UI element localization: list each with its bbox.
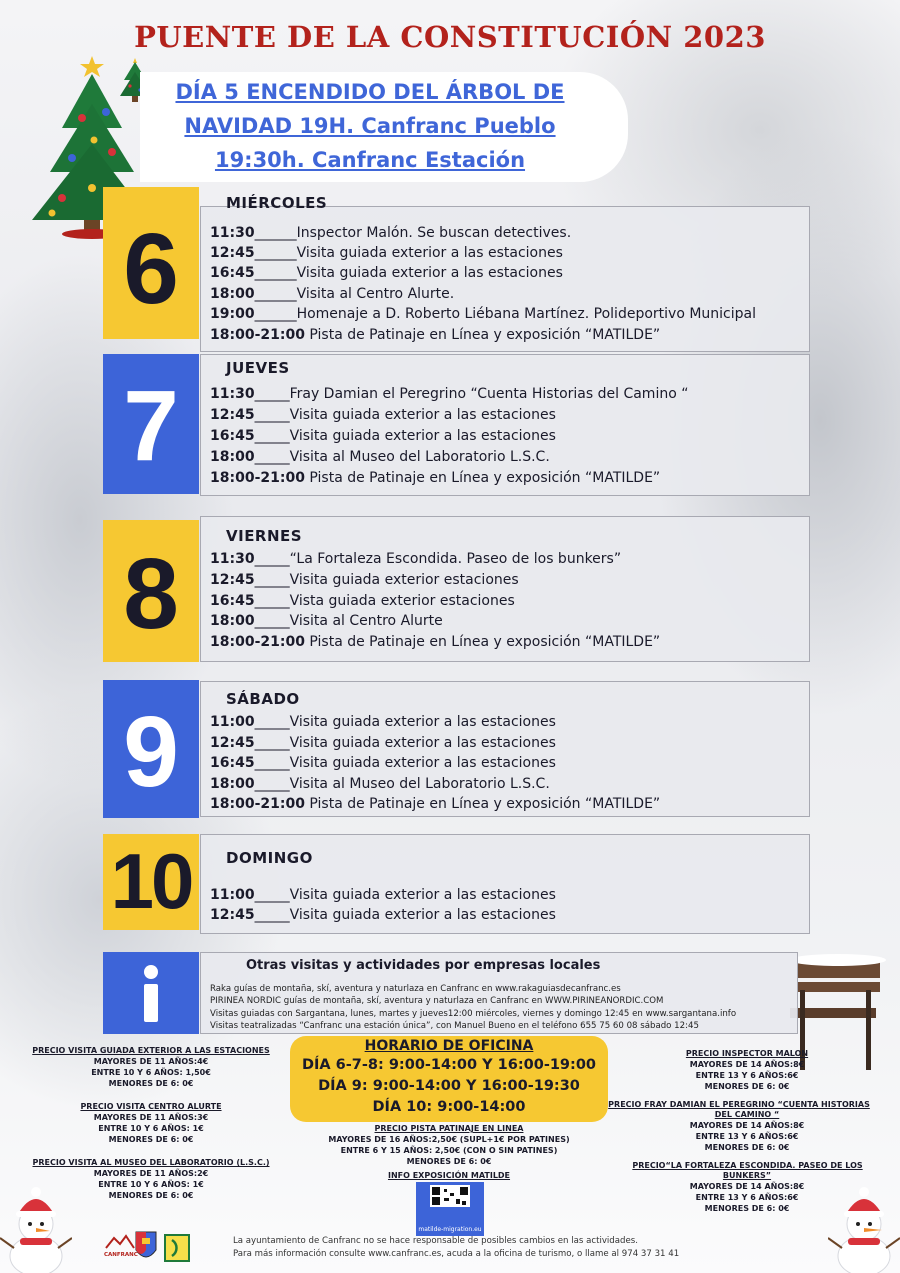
day-tile [103,680,199,818]
tree-lighting-line: 19:30h. Canfranc Estación [214,148,526,172]
price-line: MENORES DE 6: 0€ [704,1204,790,1213]
price-line: MAYORES DE 16 AÑOS:2,50€ (SUPL+1€ POR PATINES) [328,1135,570,1144]
day-name: JUEVES [226,359,290,377]
local-activity-line: Raka guías de montaña, skí, aventura y naturlaza en Canfranc en www.rakaguiasdecanfranc.es [210,984,621,994]
event-line: 18:00-21:00 Pista de Patinaje en Línea y exposición “MATILDE” [210,327,661,343]
day-number: 6 [123,213,179,325]
footer-contact: Para más información consulte www.canfranc.es, acuda a la oficina de turismo, o llame al 974 37 31 41 [233,1249,680,1259]
price-line: MAYORES DE 11 AÑOS:3€ [93,1113,209,1122]
canfranc-logo [104,1232,136,1250]
event-line: 16:45_____Visita guiada exterior a las estaciones [210,428,556,444]
price-line: MENORES DE 6: 0€ [108,1191,194,1200]
event-line: 16:45_____Visita guiada exterior a las estaciones [210,755,556,771]
price-title: PRECIO INSPECTOR MALON [685,1049,809,1058]
qr-code-icon [430,1185,470,1207]
qr-caption[interactable]: matilde-migration.eu [418,1226,482,1233]
event-line: 12:45_____Visita guiada exterior a las estaciones [210,407,556,423]
price-line: MENORES DE 6: 0€ [406,1157,492,1166]
price-title: BUNKERS” [722,1171,772,1180]
day-tile [103,354,199,494]
event-line: 18:00-21:00 Pista de Patinaje en Línea y exposición “MATILDE” [210,634,661,650]
price-title: PRECIO FRAY DAMIAN EL PEREGRINO “CUENTA HISTORIAS [608,1100,870,1109]
snowman-icon [0,1186,72,1273]
event-line: 11:00_____Visita guiada exterior a las estaciones [210,887,556,903]
coat-of-arms-logo [134,1230,158,1264]
price-line: MENORES DE 6: 0€ [704,1082,790,1091]
exhibition-title: INFO EXPOSICIÓN MATILDE [387,1171,511,1180]
event-line: 19:00______Homenaje a D. Roberto Liébana Martínez. Polideportivo Municipal [210,306,756,322]
regional-logo [164,1234,190,1262]
event-line: 12:45_____Visita guiada exterior a las estaciones [210,735,556,751]
event-line: 18:00-21:00 Pista de Patinaje en Línea y exposición “MATILDE” [210,796,661,812]
price-line: MAYORES DE 14 AÑOS:8€ [689,1182,805,1191]
event-line: 18:00_____Visita al Centro Alurte [210,613,443,629]
local-activity-line: Visitas guiadas con Sargantana, lunes, martes y jueves12:00 miércoles, viernes y domingo 12:45 en www.sargantana.info [210,1009,737,1019]
day-name: DOMINGO [226,849,313,867]
price-line: ENTRE 10 Y 6 AÑOS: 1€ [98,1180,204,1189]
event-line: 12:45_____Visita guiada exterior estaciones [210,572,519,588]
price-line: ENTRE 10 Y 6 AÑOS: 1,50€ [91,1068,211,1077]
day-number: 8 [123,538,179,650]
event-line: 16:45_____Vista guiada exterior estaciones [210,593,515,609]
price-line: MAYORES DE 14 AÑOS:8€ [689,1121,805,1130]
day-name: MIÉRCOLES [226,194,328,212]
event-line: 18:00_____Visita al Museo del Laboratorio L.S.C. [210,776,550,792]
price-line: MAYORES DE 14 AÑOS:8€ [689,1060,805,1069]
poster-title: PUENTE DE LA CONSTITUCIÓN 2023 [134,20,766,54]
office-hours-title: HORARIO DE OFICINA [364,1038,534,1054]
day-tile [103,834,199,930]
price-title: PRECIO“LA FORTALEZA ESCONDIDA. PASEO DE LOS [632,1161,863,1170]
info-icon [123,960,179,1026]
day-tile [103,520,199,662]
price-title: PRECIO VISITA CENTRO ALURTE [80,1102,222,1111]
info-tile [103,952,199,1034]
price-line: ENTRE 13 Y 6 AÑOS:6€ [695,1193,799,1202]
event-line: 11:30______Inspector Malón. Se buscan detectives. [210,225,572,241]
price-line: MAYORES DE 11 AÑOS:2€ [93,1169,209,1178]
price-line: ENTRE 10 Y 6 AÑOS: 1€ [98,1124,204,1133]
price-line: MENORES DE 6: 0€ [108,1079,194,1088]
event-line: 11:30_____“La Fortaleza Escondida. Paseo de los bunkers” [210,551,622,567]
price-title: PRECIO VISITA AL MUSEO DEL LABORATORIO (L.S.C.) [32,1158,270,1167]
local-activity-line: PIRINEA NORDIC guías de montaña, skí, aventura y naturlaza en Canfranc en WWW.PIRINEANORDIC.COM [210,996,664,1006]
event-line: 11:00_____Visita guiada exterior a las estaciones [210,714,556,730]
day-name: SÁBADO [226,690,300,708]
event-line: 18:00______Visita al Centro Alurte. [210,286,455,302]
event-line: 18:00-21:00 Pista de Patinaje en Línea y exposición “MATILDE” [210,470,661,486]
office-hours-line: DÍA 9: 9:00-14:00 Y 16:00-19:30 [318,1078,580,1094]
canfranc-logo-label: CANFRANC [104,1252,138,1258]
office-hours-line: DÍA 6-7-8: 9:00-14:00 Y 16:00-19:00 [301,1057,596,1073]
price-line: MAYORES DE 11 AÑOS:4€ [93,1057,209,1066]
tree-lighting-line: DÍA 5 ENCENDIDO DEL ÁRBOL DE [175,80,565,104]
day-number: 9 [123,696,179,808]
footer-disclaimer: La ayuntamiento de Canfranc no se hace responsable de posibles cambios en las actividades. [233,1236,638,1246]
day-number: 10 [110,837,192,925]
skating-price-title: PRECIO PISTA PATINAJE EN LINEA [374,1124,524,1133]
price-line: MENORES DE 6: 0€ [704,1143,790,1152]
day-tile [103,187,199,339]
price-title: PRECIO VISITA GUIADA EXTERIOR A LAS ESTACIONES [32,1046,270,1055]
office-hours-line: DÍA 10: 9:00-14:00 [372,1099,526,1115]
event-line: 11:30_____Fray Damian el Peregrino “Cuenta Historias del Camino “ [210,386,689,402]
day-number: 7 [123,370,179,482]
price-line: ENTRE 13 Y 6 AÑOS:6€ [695,1132,799,1141]
price-line: ENTRE 13 Y 6 AÑOS:6€ [695,1071,799,1080]
event-line: 12:45_____Visita guiada exterior a las estaciones [210,907,556,923]
price-title: DEL CAMINO “ [714,1110,780,1119]
event-line: 12:45______Visita guiada exterior a las estaciones [210,245,563,261]
snowman-icon [828,1186,900,1273]
tree-lighting-line: NAVIDAD 19H. Canfranc Pueblo [184,114,556,138]
price-line: MENORES DE 6: 0€ [108,1135,194,1144]
day-name: VIERNES [226,527,303,545]
local-activities-title: Otras visitas y actividades por empresas locales [246,958,601,973]
price-line: ENTRE 6 Y 15 AÑOS: 2,50€ (CON O SIN PATINES) [340,1146,558,1155]
local-activity-line: Visitas teatralizadas “Canfranc una estación única”, con Manuel Bueno en el teléfono 655 75 60 08 sábado 12:45 [210,1021,699,1031]
event-line: 16:45______Visita guiada exterior a las estaciones [210,265,563,281]
event-line: 18:00_____Visita al Museo del Laboratorio L.S.C. [210,449,550,465]
